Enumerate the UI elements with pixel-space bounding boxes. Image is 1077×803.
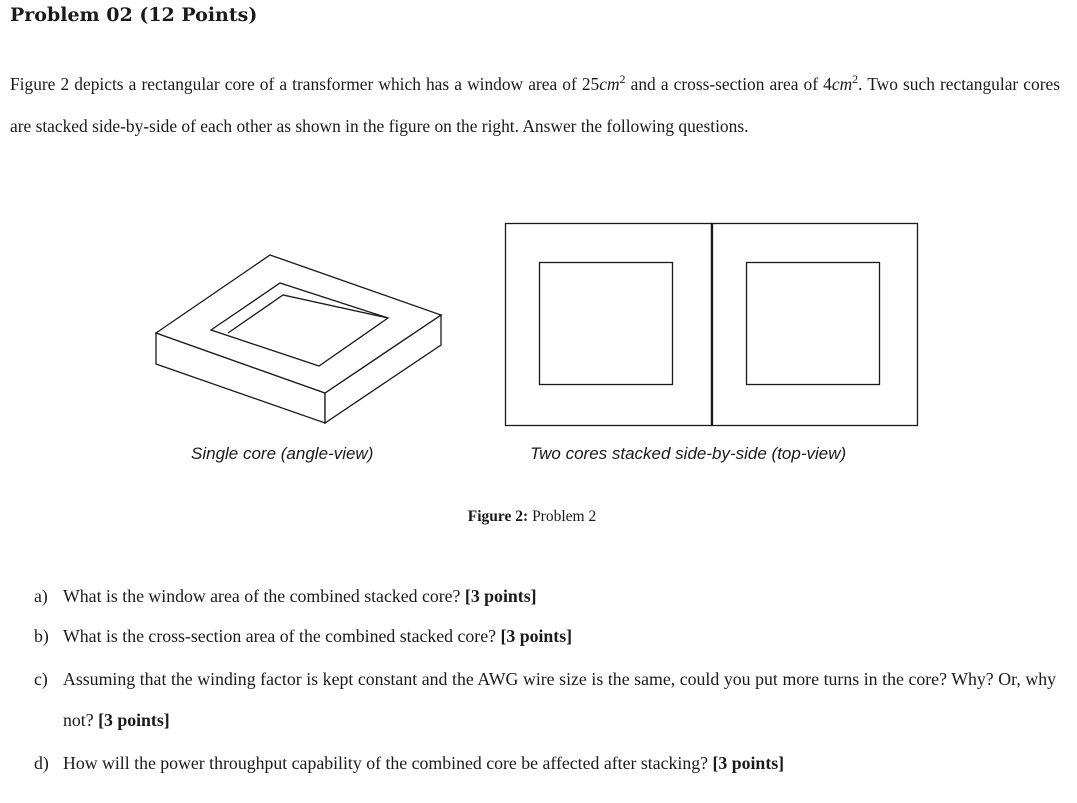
question-body (63, 743, 1056, 784)
question-points: [3 points] (464, 586, 537, 606)
single-core-angle-view (156, 255, 441, 423)
question-text: What is the cross-section area of the combined stacked core? (63, 626, 501, 646)
caption-text: Problem 2 (528, 508, 597, 525)
intro-text-2: and a cross-section area of (625, 74, 824, 94)
question-b (34, 616, 1056, 657)
question-marker: a) (34, 586, 48, 606)
question-marker: c) (34, 669, 48, 689)
core-window-right (747, 263, 880, 385)
core-window-left (540, 263, 673, 385)
question-a (34, 576, 1056, 617)
window-area-unit: cm (599, 74, 620, 94)
intro-text-1: Figure 2 depicts a rectangular core of a transformer which has a window area of (10, 74, 582, 94)
cross-section-exponent: 2 (852, 72, 859, 86)
question-marker: d) (34, 753, 49, 773)
cross-section-unit: cm (831, 74, 853, 94)
question-marker: b) (34, 626, 49, 646)
figure-caption (0, 508, 1064, 526)
intro-text-3: . Two such rectangular cores are stacked side-by-side of each other as shown in the figure on the right. Answer the following questions. (10, 74, 1060, 136)
cross-section-value: 4 (823, 74, 832, 94)
core-outline-right (712, 224, 918, 426)
stacked-cores-label: Two cores stacked side-by-side (top-view) (530, 444, 847, 463)
question-text: What is the window area of the combined stacked core? (63, 586, 465, 606)
question-c (34, 659, 1056, 741)
core-outline-left (506, 224, 712, 426)
question-body (63, 659, 1056, 741)
window-area-exponent: 2 (619, 72, 626, 86)
question-points: [3 points] (500, 626, 573, 646)
question-d (34, 743, 1056, 784)
single-core-label: Single core (angle-view) (191, 444, 374, 463)
caption-prefix: Figure 2: (467, 508, 529, 525)
problem-title: Problem 02 (12 Points) (10, 4, 258, 26)
question-body (63, 576, 1056, 617)
stacked-cores-top-view (506, 224, 918, 426)
window-area-value: 25 (581, 74, 600, 94)
question-text: Assuming that the winding factor is kept constant and the AWG wire size is the same, could you put more turns in the core? Why? Or, why not? (63, 669, 1056, 730)
question-text: How will the power throughput capability of the combined core be affected after stacking? (63, 753, 713, 773)
question-points: [3 points] (98, 710, 170, 730)
question-points: [3 points] (712, 753, 785, 773)
question-body (63, 616, 1056, 657)
